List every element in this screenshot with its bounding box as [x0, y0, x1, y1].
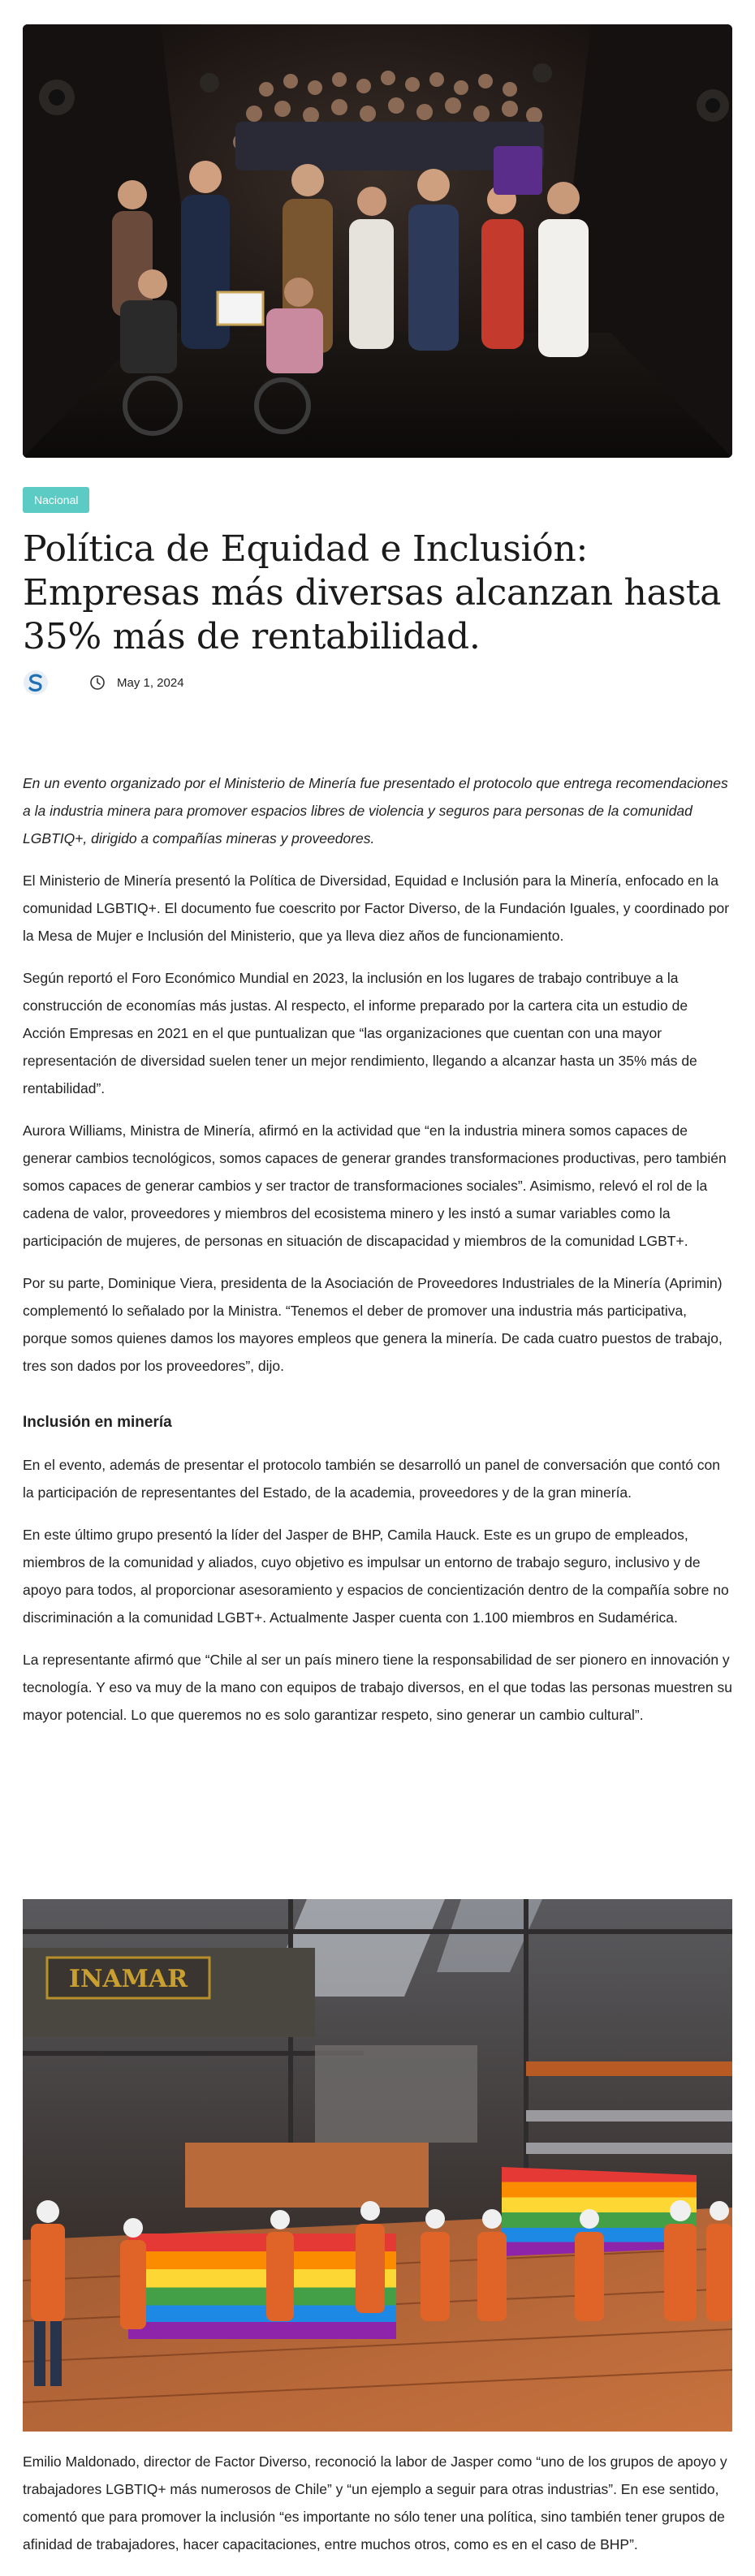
- article-body: [23, 769, 732, 1743]
- paragraph: El Ministerio de Minería presentó la Política de Diversidad, Equidad e Inclusión para la Minería, enfocado en la comunidad LGBTIQ+. El documento fue coescrito por Factor Diverso, de la Fundación Iguales, y coordinado por la Mesa de Mujer e Inclusión del Ministerio, que ya lleva diez años de funcionamiento.: [23, 872, 730, 944]
- clock-icon: [89, 674, 106, 691]
- article-meta: [23, 669, 184, 696]
- paragraph: En el evento, además de presentar el protocolo también se desarrolló un panel de conversación que contó con la participación de representantes del Estado, de la academia, proveedores y de la gran minería.: [23, 1457, 721, 1501]
- publish-date: May 1, 2024: [117, 675, 184, 690]
- plant-photo-illustration: [23, 1899, 732, 2432]
- article-lead: En un evento organizado por el Ministerio de Minería fue presentado el protocolo que entrega recomendaciones a la industria minera para promover espacios libres de violencia y seguros para personas de la comunidad LGBTIQ+, dirigido a compañías mineras y proveedores.: [23, 775, 728, 846]
- paragraph: Según reportó el Foro Económico Mundial en 2023, la inclusión en los lugares de trabajo contribuye a la construcción de economías más justas. Al respecto, el informe preparado por la cartera cita un estudio de Acción Empresas en 2021 en el que puntualizan que “las organizaciones que cuentan con una mayor representación de diversidad suelen tener un mejor rendimiento, llegando a alcanzar hasta un 35% más de rentabilidad”.: [23, 970, 697, 1096]
- paragraph: En este último grupo presentó la líder del Jasper de BHP, Camila Hauck. Este es un grupo de empleados, miembros de la comunidad y aliados, cuyo objetivo es impulsar un entorno de trabajo seguro, inclusivo y de apoyo para todos, al proporcionar asesoramiento y espacios de concientización dentro de la compañía sobre no discriminación a la comunidad LGBT+. Actualmente Jasper cuenta con 1.100 miembros en Sudamérica.: [23, 1527, 729, 1626]
- hero-photo: [23, 24, 732, 458]
- plant-photo: [23, 1899, 732, 2432]
- category-tag[interactable]: Nacional: [23, 487, 89, 513]
- site-logo-icon[interactable]: [23, 670, 49, 696]
- hero-photo-illustration: [23, 24, 732, 458]
- paragraph: Emilio Maldonado, director de Factor Diverso, reconoció la labor de Jasper como “uno de los grupos de apoyo y trabajadores LGBTIQ+ más numerosos de Chile” y “un ejemplo a seguir para otras industrias”. En ese sentido, comentó que para promover la inclusión “es importante no sólo tener una política, sino también tener grupos de afinidad de trabajadores, hacer capacitaciones, entre muchos otros, como es en el caso de BHP”.: [23, 2453, 727, 2552]
- paragraph: La representante afirmó que “Chile al ser un país minero tiene la responsabilidad de ser pionero en innovación y tecnología. Y eso va muy de la mano con equipos de trabajo diversos, en el que todas las personas muestren su mayor potencial. Lo que queremos no es solo garantizar respeto, sino generar un cambio cultural”.: [23, 1652, 732, 1723]
- plant-sign: INAMAR: [68, 1965, 188, 1993]
- section-heading: Inclusión en minería: [23, 1414, 172, 1431]
- paragraph: Aurora Williams, Ministra de Minería, afirmó en la actividad que “en la industria minera somos capaces de generar cambios tecnológicos, somos capaces de generar grandes transformaciones productivas, pero también somos capaces de generar cambios y ser tractor de transformaciones sociales”. Asimismo, relevó el rol de la cadena de valor, proveedores y miembros del ecosistema minero y les instó a sumar variables como la participación de mujeres, de personas en situación de discapacidad y miembros de la comunidad LGBT+.: [23, 1122, 727, 1249]
- paragraph: Por su parte, Dominique Viera, presidenta de la Asociación de Proveedores Industriales de la Minería (Aprimin) complementó lo señalado por la Ministra. “Tenemos el deber de promover una industria más participativa, porque somos quienes damos los mayores empleos que genera la minería. De cada cuatro puestos de trabajo, tres son dados por los proveedores”, dijo.: [23, 1275, 723, 1374]
- article-title: Política de Equidad e Inclusión: Empresas más diversas alcanzan hasta 35% más de rentabilidad.: [23, 528, 722, 657]
